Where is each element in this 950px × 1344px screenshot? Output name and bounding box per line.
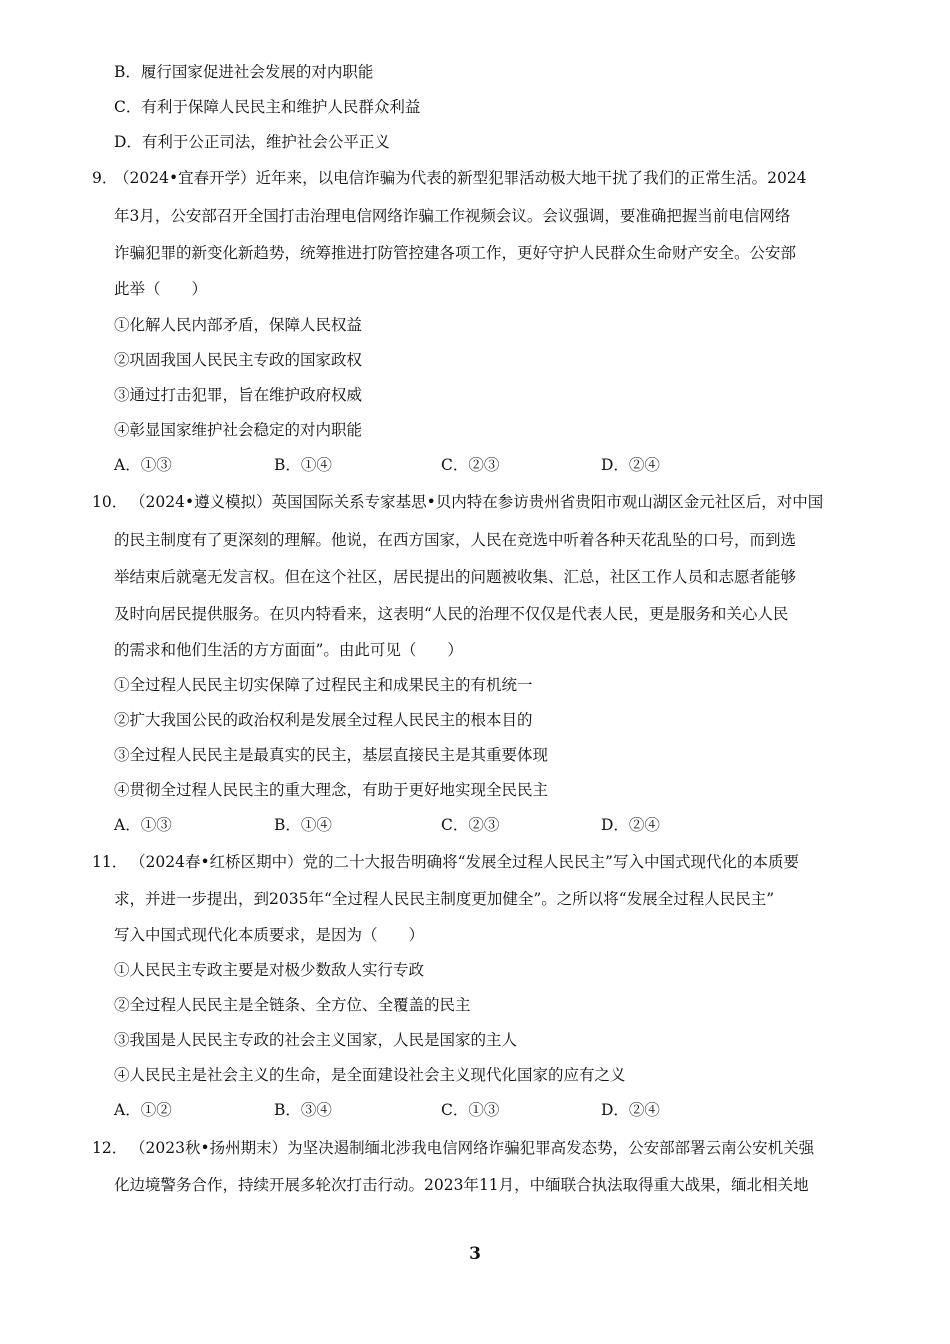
q10-choice-d[interactable]: D．②④ bbox=[601, 816, 660, 834]
q11-stem-line: （2024春•红桥区期中）党的二十大报告明确将“发展全过程人民民主”写入中国式现代化的本质要 bbox=[130, 853, 799, 871]
q10-choice-b[interactable]: B．①④ bbox=[274, 816, 332, 834]
q11-statement: ③我国是人民民主专政的社会主义国家，人民是国家的主人 bbox=[114, 1031, 518, 1049]
q10-statement: ④贯彻全过程人民民主的重大理念，有助于更好地实现全民民主 bbox=[114, 781, 549, 799]
q10-statement: ②扩大我国公民的政治权利是发展全过程人民民主的根本目的 bbox=[114, 711, 533, 729]
q9-statement: ②巩固我国人民民主专政的国家政权 bbox=[114, 351, 363, 369]
q11-statement: ②全过程人民民主是全链条、全方位、全覆盖的民主 bbox=[114, 996, 471, 1014]
q10-stem-line: 举结束后就毫无发言权。但在这个社区，居民提出的问题被收集、汇总，社区工作人员和志愿者能够 bbox=[114, 568, 797, 586]
q11-choice-c[interactable]: C．①③ bbox=[441, 1101, 500, 1119]
q10-choice-c[interactable]: C．②③ bbox=[441, 816, 500, 834]
q10-stem-line: 的需求和他们生活的方方面面”。由此可见（ ） bbox=[114, 641, 463, 659]
q9-choice-c[interactable]: C．②③ bbox=[441, 456, 500, 474]
q11-choice-a[interactable]: A．①② bbox=[114, 1101, 172, 1119]
q10-stem-line: 的民主制度有了更深刻的理解。他说，在西方国家，人民在竞选中听着各种天花乱坠的口号，而到选 bbox=[114, 531, 797, 549]
q9-statement: ①化解人民内部矛盾，保障人民权益 bbox=[114, 316, 363, 334]
q11-number: 11． bbox=[92, 853, 128, 871]
q11-statement: ①人民民主专政主要是对极少数敌人实行专政 bbox=[114, 961, 425, 979]
q10-statement: ①全过程人民民主切实保障了过程民主和成果民主的有机统一 bbox=[114, 676, 533, 694]
q10-number: 10． bbox=[92, 493, 128, 511]
q9-stem-line: 此举（ ） bbox=[114, 280, 208, 298]
q9-choice-b[interactable]: B．①④ bbox=[274, 456, 332, 474]
q11-choices bbox=[114, 1100, 874, 1120]
prev-option-c: C．有利于保障人民民主和维护人民群众利益 bbox=[114, 98, 421, 116]
q10-stem-line: （2024•遵义模拟）英国国际关系专家基思•贝内特在参访贵州省贵阳市观山湖区金元社区后，对中国 bbox=[130, 493, 824, 511]
prev-option-b: B．履行国家促进社会发展的对内职能 bbox=[114, 63, 374, 81]
q11-stem-line: 写入中国式现代化本质要求，是因为（ ） bbox=[114, 926, 425, 944]
q10-stem-line: 及时向居民提供服务。在贝内特看来，这表明“人民的治理不仅仅是代表人民，更是服务和关心人民 bbox=[114, 605, 789, 623]
page-number: 3 bbox=[469, 1244, 481, 1264]
prev-option-d: D．有利于公正司法，维护社会公平正义 bbox=[114, 133, 390, 151]
q11-statement: ④人民民主是社会主义的生命，是全面建设社会主义现代化国家的应有之义 bbox=[114, 1066, 626, 1084]
q9-choice-a[interactable]: A．①③ bbox=[114, 456, 172, 474]
q11-stem-line: 求，并进一步提出，到2035年“全过程人民民主制度更加健全”。之所以将“发展全过程人民民主” bbox=[114, 890, 775, 908]
q11-choice-b[interactable]: B．③④ bbox=[274, 1101, 332, 1119]
q12-stem-line: （2023秋•扬州期末）为坚决遏制缅北涉我电信网络诈骗犯罪高发态势，公安部部署云南公安机关强 bbox=[130, 1139, 815, 1157]
q10-choices bbox=[114, 815, 874, 835]
q9-stem-line: 诈骗犯罪的新变化新趋势，统筹推进打防管控建各项工作，更好守护人民群众生命财产安全。公安部 bbox=[114, 244, 797, 262]
q9-statement: ③通过打击犯罪，旨在维护政府权威 bbox=[114, 386, 363, 404]
q9-choice-d[interactable]: D．②④ bbox=[601, 456, 660, 474]
q9-number: 9． bbox=[92, 169, 118, 187]
q10-statement: ③全过程人民民主是最真实的民主，基层直接民主是其重要体现 bbox=[114, 746, 549, 764]
q9-stem-line: （2024•宜春开学）近年来，以电信诈骗为代表的新型犯罪活动极大地干扰了我们的正常生活。2024 bbox=[114, 169, 807, 187]
q12-number: 12． bbox=[92, 1139, 128, 1157]
q9-stem-line: 年3月，公安部召开全国打击治理电信网络诈骗工作视频会议。会议强调，要准确把握当前电信网络 bbox=[114, 207, 791, 225]
q11-choice-d[interactable]: D．②④ bbox=[601, 1101, 660, 1119]
q9-statement: ④彰显国家维护社会稳定的对内职能 bbox=[114, 421, 363, 439]
q9-choices bbox=[114, 455, 874, 475]
q12-stem-line: 化边境警务合作，持续开展多轮次打击行动。2023年11月，中缅联合执法取得重大战果，缅北相关地 bbox=[114, 1176, 809, 1194]
q10-choice-a[interactable]: A．①③ bbox=[114, 816, 172, 834]
